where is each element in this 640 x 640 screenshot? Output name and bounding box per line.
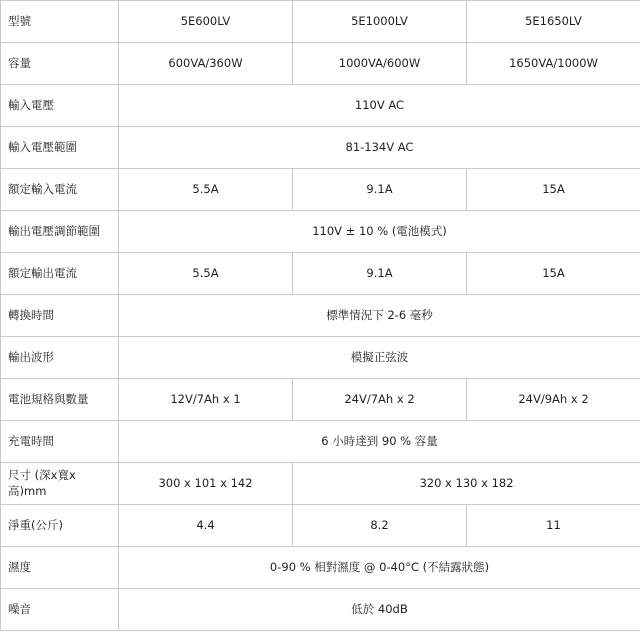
table-row bbox=[1, 463, 640, 505]
row-label: 額定輸入電流 bbox=[1, 169, 119, 211]
cell-value: 低於 40dB bbox=[119, 589, 640, 631]
cell-value: 5E1650LV bbox=[467, 1, 640, 43]
cell-value: 110V ± 10 % (電池模式) bbox=[119, 211, 640, 253]
row-label: 輸入電壓 bbox=[1, 85, 119, 127]
cell-value: 5E1000LV bbox=[293, 1, 467, 43]
cell-value: 1650VA/1000W bbox=[467, 43, 640, 85]
cell-value: 24V/9Ah x 2 bbox=[467, 379, 640, 421]
table-row bbox=[1, 421, 640, 463]
table-row bbox=[1, 589, 640, 631]
row-label: 電池規格與數量 bbox=[1, 379, 119, 421]
cell-value: 模擬正弦波 bbox=[119, 337, 640, 379]
table-row bbox=[1, 547, 640, 589]
table-row bbox=[1, 127, 640, 169]
row-label: 充電時間 bbox=[1, 421, 119, 463]
row-label: 噪音 bbox=[1, 589, 119, 631]
table-row bbox=[1, 379, 640, 421]
row-label: 轉換時間 bbox=[1, 295, 119, 337]
cell-value: 4.4 bbox=[119, 505, 293, 547]
row-label: 輸入電壓範圍 bbox=[1, 127, 119, 169]
table-row bbox=[1, 1, 640, 43]
row-label: 濕度 bbox=[1, 547, 119, 589]
cell-value: 300 x 101 x 142 bbox=[119, 463, 293, 505]
cell-value: 600VA/360W bbox=[119, 43, 293, 85]
row-label: 輸出波形 bbox=[1, 337, 119, 379]
cell-value: 8.2 bbox=[293, 505, 467, 547]
cell-value: 9.1A bbox=[293, 169, 467, 211]
table-row bbox=[1, 253, 640, 295]
row-label: 額定輸出電流 bbox=[1, 253, 119, 295]
cell-value: 12V/7Ah x 1 bbox=[119, 379, 293, 421]
row-label: 型號 bbox=[1, 1, 119, 43]
table-row bbox=[1, 337, 640, 379]
cell-value: 標準情況下 2-6 毫秒 bbox=[119, 295, 640, 337]
row-label: 尺寸 (深x寬x高)mm bbox=[1, 463, 119, 505]
row-label: 輸出電壓調節範圍 bbox=[1, 211, 119, 253]
cell-value: 5.5A bbox=[119, 253, 293, 295]
table-row bbox=[1, 43, 640, 85]
cell-value: 9.1A bbox=[293, 253, 467, 295]
cell-value: 24V/7Ah x 2 bbox=[293, 379, 467, 421]
cell-value: 1000VA/600W bbox=[293, 43, 467, 85]
cell-value: 15A bbox=[467, 169, 640, 211]
table-row bbox=[1, 505, 640, 547]
cell-value: 11 bbox=[467, 505, 640, 547]
row-label: 淨重(公斤) bbox=[1, 505, 119, 547]
table-row bbox=[1, 169, 640, 211]
table-row bbox=[1, 295, 640, 337]
table-row bbox=[1, 211, 640, 253]
cell-value: 15A bbox=[467, 253, 640, 295]
cell-value: 5E600LV bbox=[119, 1, 293, 43]
cell-value: 320 x 130 x 182 bbox=[293, 463, 640, 505]
cell-value: 110V AC bbox=[119, 85, 640, 127]
cell-value: 6 小時達到 90 % 容量 bbox=[119, 421, 640, 463]
table-row bbox=[1, 85, 640, 127]
cell-value: 81-134V AC bbox=[119, 127, 640, 169]
cell-value: 0-90 % 相對濕度 @ 0-40°C (不結露狀態) bbox=[119, 547, 640, 589]
cell-value: 5.5A bbox=[119, 169, 293, 211]
row-label: 容量 bbox=[1, 43, 119, 85]
